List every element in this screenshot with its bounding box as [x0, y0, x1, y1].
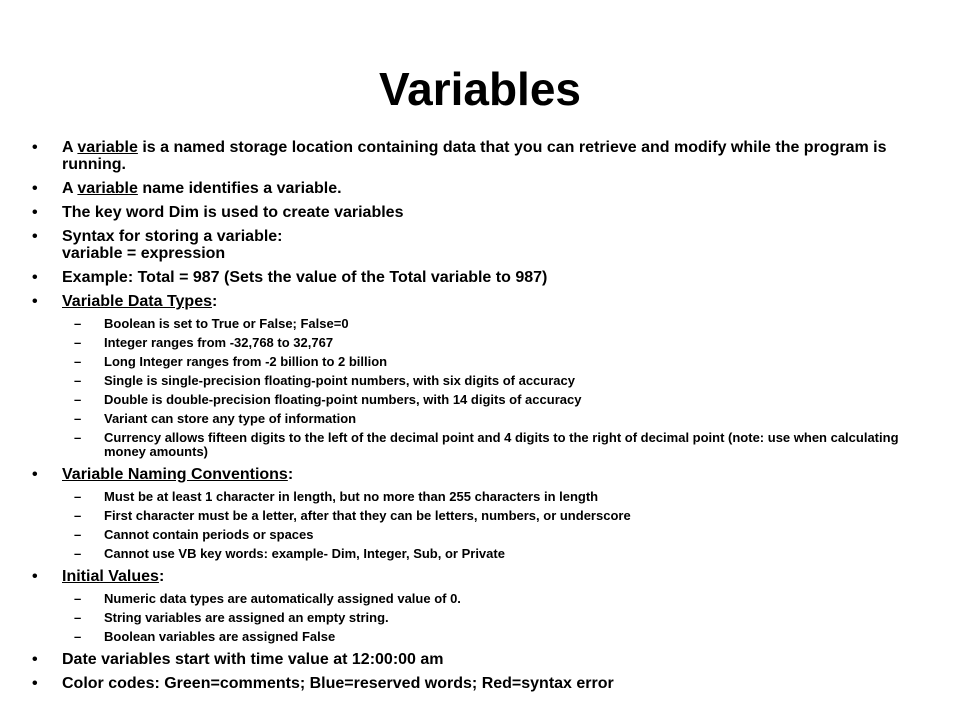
sub-item	[62, 592, 928, 606]
bullet-item	[28, 139, 928, 173]
sub-item	[62, 393, 928, 407]
bullet-item	[28, 675, 928, 692]
sub-item-text: Single is single-precision floating-point numbers, with six digits of accuracy	[104, 373, 575, 388]
bullet-text: name identifies a variable.	[137, 180, 342, 197]
bullet-item	[28, 466, 928, 561]
bullet-icon: •	[32, 675, 38, 692]
sub-item-text: First character must be a letter, after that they can be letters, numbers, or underscore	[104, 508, 631, 523]
sub-list	[62, 317, 928, 459]
sub-item	[62, 412, 928, 426]
dash-icon: –	[74, 373, 82, 388]
bullet-icon: •	[32, 466, 38, 483]
dash-icon: –	[74, 629, 82, 644]
sub-item-text: Cannot contain periods or spaces	[104, 527, 314, 542]
sub-item	[62, 431, 928, 459]
bullet-icon: •	[32, 651, 38, 668]
sub-item-text: Cannot use VB key words: example- Dim, Integer, Sub, or Private	[104, 546, 505, 561]
sub-item	[62, 611, 928, 625]
dash-icon: –	[74, 316, 82, 331]
dash-icon: –	[74, 546, 82, 561]
dash-icon: –	[74, 489, 82, 504]
dash-icon: –	[74, 508, 82, 523]
dash-icon: –	[74, 335, 82, 350]
bullet-text: Color codes: Green=comments; Blue=reserved words; Red=syntax error	[62, 675, 614, 692]
sub-item-text: String variables are assigned an empty string.	[104, 610, 389, 625]
bullet-item	[28, 269, 928, 286]
sub-list	[62, 490, 928, 561]
dash-icon: –	[74, 354, 82, 369]
sub-item-text: Boolean is set to True or False; False=0	[104, 316, 349, 331]
bullet-icon: •	[32, 139, 38, 156]
bullet-icon: •	[32, 204, 38, 221]
sub-item	[62, 630, 928, 644]
bullet-item	[28, 568, 928, 644]
sub-list	[62, 592, 928, 644]
sub-item-text: Variant can store any type of information	[104, 411, 357, 426]
bullet-icon: •	[32, 568, 38, 585]
sub-item-text: Numeric data types are automatically assigned value of 0.	[104, 591, 461, 606]
dash-icon: –	[74, 527, 82, 542]
sub-item	[62, 374, 928, 388]
sub-item-text: Double is double-precision floating-point numbers, with 14 digits of accuracy	[104, 392, 582, 407]
section-heading-naming-conventions: Variable Naming Conventions	[62, 466, 288, 483]
sub-item	[62, 547, 928, 561]
heading-colon: :	[212, 293, 218, 310]
bullet-item	[28, 293, 928, 459]
dash-icon: –	[74, 430, 82, 445]
sub-item	[62, 509, 928, 523]
section-heading-initial-values: Initial Values	[62, 568, 159, 585]
bullet-text: Syntax for storing a variable:	[62, 228, 283, 245]
sub-item-text: Long Integer ranges from -2 billion to 2 billion	[104, 354, 388, 369]
bullet-underlined-term: variable	[77, 139, 138, 156]
sub-item-text: Integer ranges from -32,768 to 32,767	[104, 335, 334, 350]
heading-colon: :	[158, 568, 165, 585]
heading-colon: :	[287, 466, 294, 483]
bullet-icon: •	[32, 228, 38, 245]
sub-item	[62, 317, 928, 331]
bullet-text: The key word Dim is used to create variables	[62, 204, 404, 221]
bullet-item	[28, 180, 928, 197]
section-heading-data-types: Variable Data Types	[62, 293, 212, 310]
bullet-icon: •	[32, 293, 38, 310]
sub-item-text: Currency allows fifteen digits to the left of the decimal point and 4 digits to the right of decimal point (note: use when calculating money amounts)	[104, 430, 899, 459]
dash-icon: –	[74, 411, 82, 426]
bullet-item	[28, 651, 928, 668]
bullet-text: Example: Total = 987 (Sets the value of the Total variable to 987)	[62, 269, 548, 286]
sub-item-text: Must be at least 1 character in length, but no more than 255 characters in length	[104, 489, 599, 504]
bullet-text: variable = expression	[62, 245, 226, 262]
sub-item	[62, 355, 928, 369]
bullet-icon: •	[32, 180, 38, 197]
bullet-item	[28, 228, 928, 262]
dash-icon: –	[74, 610, 82, 625]
bullet-icon: •	[32, 269, 38, 286]
slide-title: Variables	[378, 63, 582, 115]
sub-item	[62, 490, 928, 504]
sub-item	[62, 336, 928, 350]
bullet-text: Date variables start with time value at 12:00:00 am	[62, 651, 444, 668]
bullet-text: A	[62, 139, 78, 156]
dash-icon: –	[74, 591, 82, 606]
bullet-text: is a named storage location containing data that you can retrieve and modify while the program is running.	[62, 139, 887, 173]
bullet-text: A	[62, 180, 78, 197]
bullet-list	[28, 139, 928, 699]
sub-item	[62, 528, 928, 542]
bullet-item	[28, 204, 928, 221]
bullet-underlined-term: variable	[77, 180, 138, 197]
dash-icon: –	[74, 392, 82, 407]
sub-item-text: Boolean variables are assigned False	[104, 629, 336, 644]
